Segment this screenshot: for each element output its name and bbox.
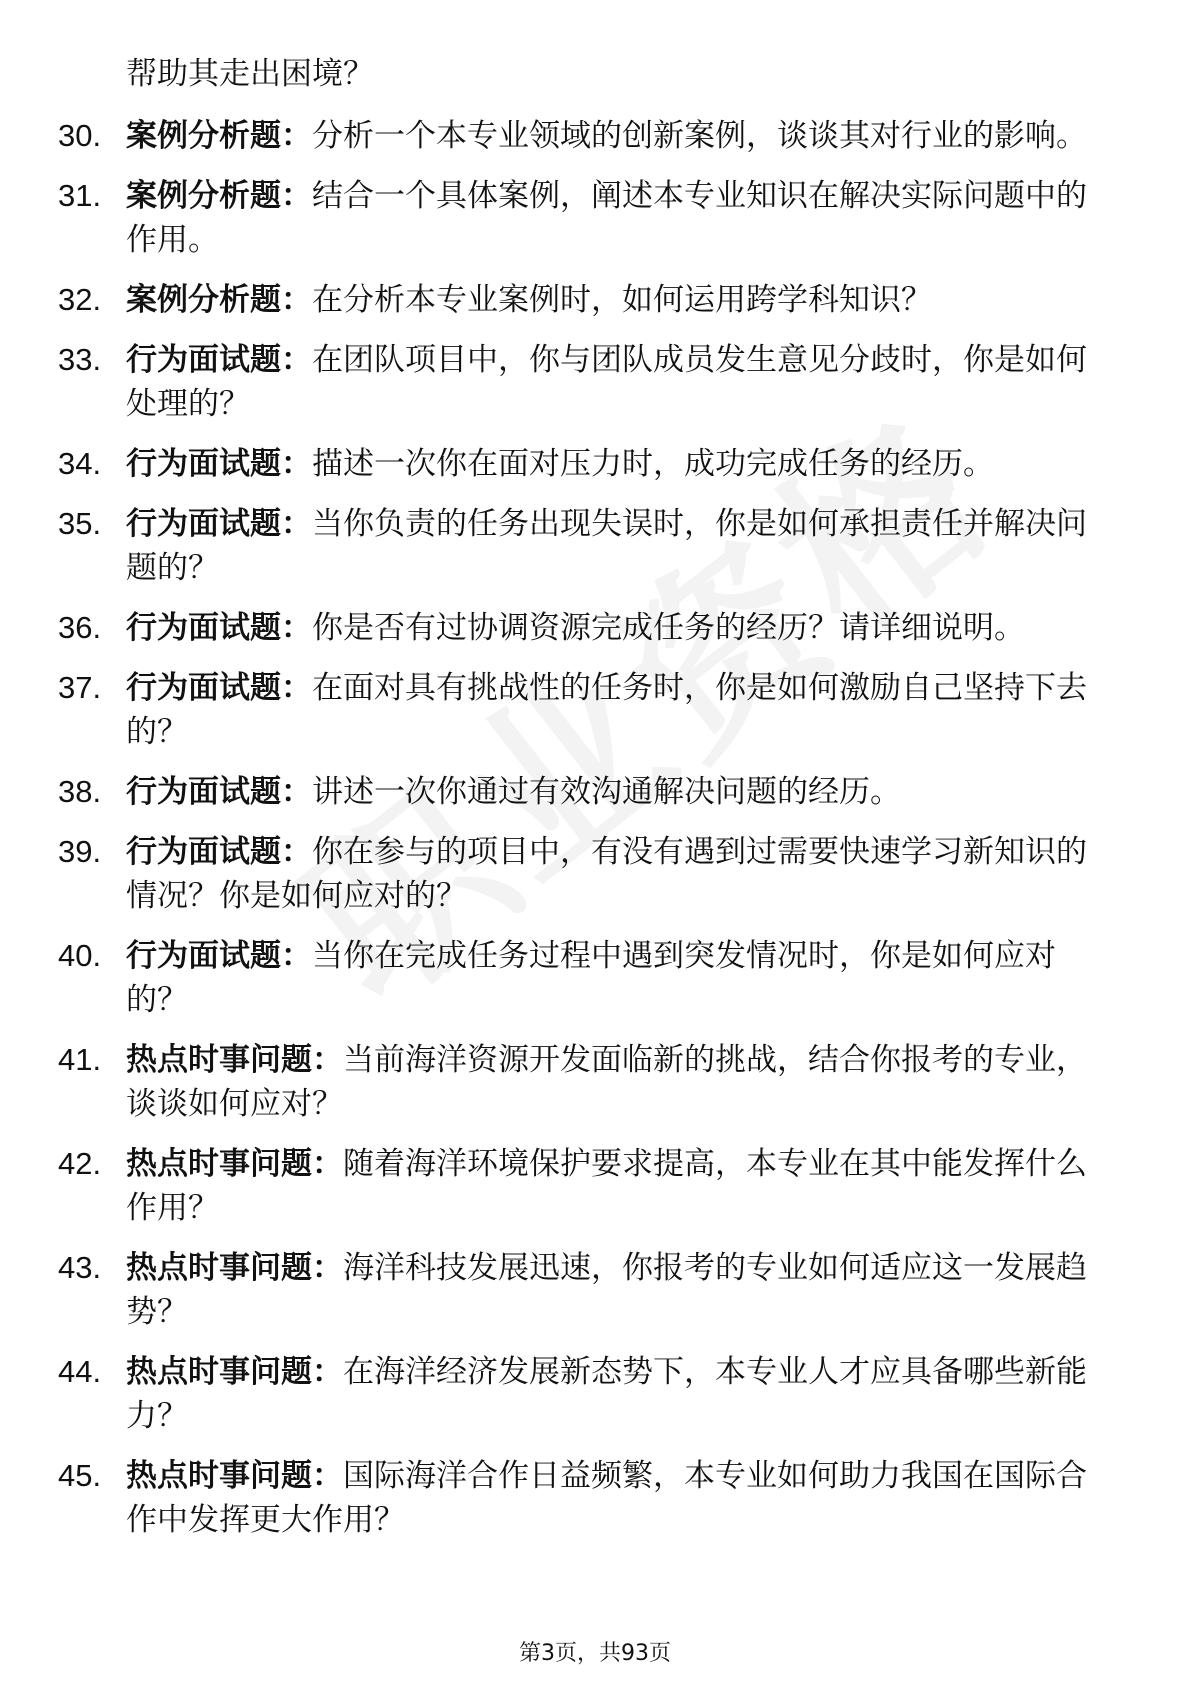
- question-text: 在面对具有挑战性的任务时，你是如何激励自己坚持下去的？: [126, 670, 1087, 750]
- question-number: 40.: [58, 938, 102, 973]
- question-number: 36.: [58, 610, 102, 645]
- continuation-text: 帮助其走出困境？: [126, 56, 374, 92]
- question-category: 行为面试题：: [126, 670, 312, 706]
- question-category: 行为面试题：: [126, 610, 312, 646]
- question-text: 当你负责的任务出现失误时，你是如何承担责任并解决问题的？: [126, 506, 1087, 586]
- question-number: 35.: [58, 506, 102, 541]
- question-number: 33.: [58, 342, 102, 377]
- question-category: 案例分析题：: [126, 282, 312, 318]
- question-text: 结合一个具体案例，阐述本专业知识在解决实际问题中的作用。: [126, 178, 1087, 258]
- question-number: 38.: [58, 774, 102, 809]
- question-item: [0, 1142, 1190, 1230]
- question-number: 44.: [58, 1354, 102, 1389]
- question-item: [0, 1350, 1190, 1438]
- question-number: 32.: [58, 282, 102, 317]
- question-number: 45.: [58, 1458, 102, 1493]
- question-category: 热点时事问题：: [126, 1354, 343, 1390]
- question-category: 热点时事问题：: [126, 1146, 343, 1182]
- question-item: [0, 1038, 1190, 1126]
- question-number: 42.: [58, 1146, 102, 1181]
- question-item: [0, 278, 1190, 322]
- question-category: 行为面试题：: [126, 834, 312, 870]
- question-item: [0, 830, 1190, 918]
- question-text: 分析一个本专业领域的创新案例，谈谈其对行业的影响。: [312, 118, 1087, 154]
- question-number: 41.: [58, 1042, 102, 1077]
- question-text: 在海洋经济发展新态势下，本专业人才应具备哪些新能力？: [126, 1354, 1087, 1434]
- question-number: 43.: [58, 1250, 102, 1285]
- question-category: 热点时事问题：: [126, 1458, 343, 1494]
- question-text: 在分析本专业案例时，如何运用跨学科知识？: [312, 282, 932, 318]
- question-text: 海洋科技发展迅速，你报考的专业如何适应这一发展趋势？: [126, 1250, 1087, 1330]
- question-item: [0, 174, 1190, 262]
- question-text: 讲述一次你通过有效沟通解决问题的经历。: [312, 774, 901, 810]
- question-item: [0, 1246, 1190, 1334]
- question-item: [0, 442, 1190, 486]
- question-category: 行为面试题：: [126, 938, 312, 974]
- question-category: 行为面试题：: [126, 506, 312, 542]
- question-item: [0, 114, 1190, 158]
- question-text: 你是否有过协调资源完成任务的经历？请详细说明。: [312, 610, 1025, 646]
- question-text: 当你在完成任务过程中遇到突发情况时，你是如何应对的？: [126, 938, 1056, 1018]
- question-number: 31.: [58, 178, 102, 213]
- question-text: 当前海洋资源开发面临新的挑战，结合你报考的专业，谈谈如何应对？: [126, 1042, 1087, 1122]
- question-item: [0, 770, 1190, 814]
- question-list: [0, 114, 1190, 1558]
- question-number: 39.: [58, 834, 102, 869]
- question-text: 国际海洋合作日益频繁，本专业如何助力我国在国际合作中发挥更大作用？: [126, 1458, 1087, 1538]
- question-category: 热点时事问题：: [126, 1042, 343, 1078]
- question-text: 你在参与的项目中，有没有遇到过需要快速学习新知识的情况？你是如何应对的？: [126, 834, 1087, 914]
- question-item: [0, 606, 1190, 650]
- question-item: [0, 1454, 1190, 1542]
- question-number: 37.: [58, 670, 102, 705]
- page-footer: 第3页，共93页: [519, 1641, 671, 1666]
- question-category: 行为面试题：: [126, 446, 312, 482]
- question-text: 在团队项目中，你与团队成员发生意见分歧时，你是如何处理的？: [126, 342, 1087, 422]
- question-item: [0, 666, 1190, 754]
- question-item: [0, 338, 1190, 426]
- question-category: 行为面试题：: [126, 774, 312, 810]
- question-number: 30.: [58, 118, 102, 153]
- question-category: 案例分析题：: [126, 118, 312, 154]
- question-category: 行为面试题：: [126, 342, 312, 378]
- question-text: 描述一次你在面对压力时，成功完成任务的经历。: [312, 446, 994, 482]
- question-item: [0, 934, 1190, 1022]
- question-category: 案例分析题：: [126, 178, 312, 214]
- question-text: 随着海洋环境保护要求提高，本专业在其中能发挥什么作用？: [126, 1146, 1087, 1226]
- question-item: [0, 502, 1190, 590]
- question-category: 热点时事问题：: [126, 1250, 343, 1286]
- question-number: 34.: [58, 446, 102, 481]
